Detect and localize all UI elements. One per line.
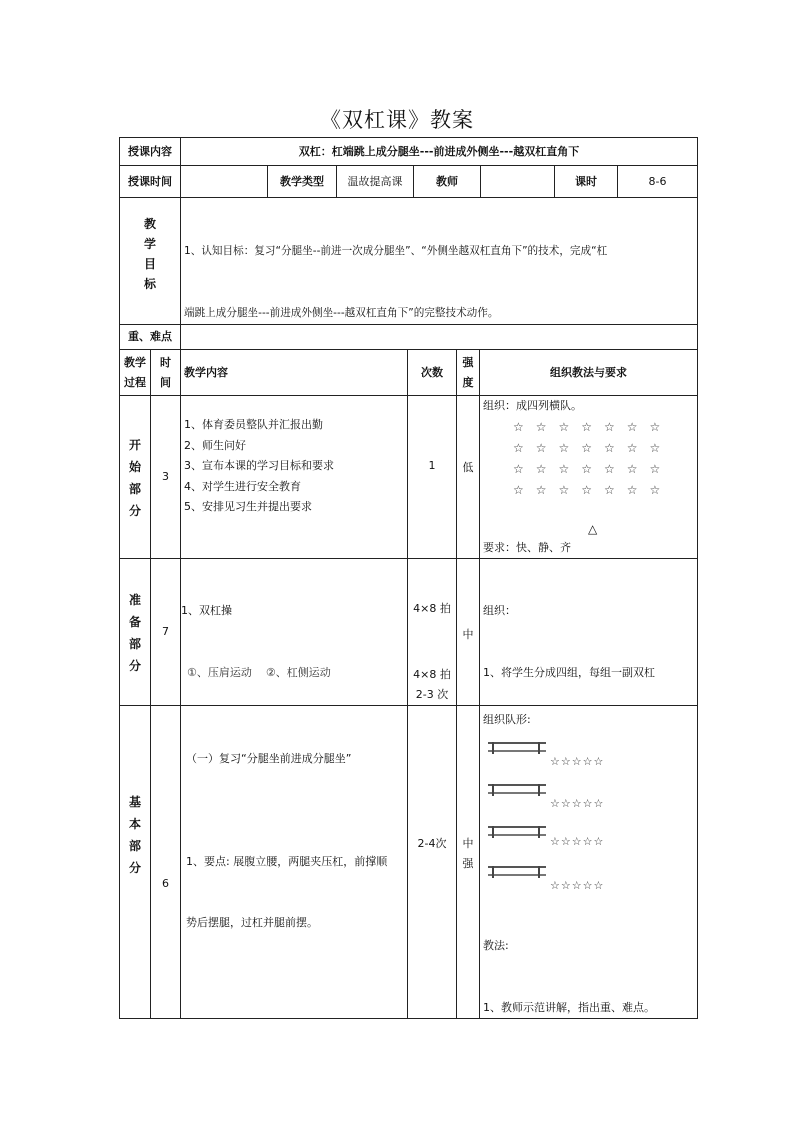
student-row: ☆☆☆☆☆☆☆ (513, 420, 673, 434)
teacher-value (480, 165, 555, 198)
start-content (180, 395, 408, 559)
content-label: 授课内容 (119, 137, 181, 166)
teacher-mark: △ (588, 522, 598, 536)
hours-label: 课时 (554, 165, 618, 198)
col-count: 次数 (407, 349, 457, 396)
list-item: 1、双杠操 (181, 604, 232, 618)
requirement: 要求：快、静、齐 (483, 541, 571, 554)
prep-time: 7 (150, 558, 181, 706)
goal-line: 1、认知目标：复习“分腿坐--前进一次成分腿坐”、“外侧坐越双杠直角下”的技术，完成“杠 (184, 245, 608, 257)
org-title: 组织：成四列横队。 (483, 399, 582, 412)
col-process: 教学 过程 (119, 349, 151, 396)
list-item: 2、师生问好 (184, 438, 246, 452)
list-item: 1、体育委员整队并汇报出勤 (184, 418, 323, 431)
parallel-bars-icon (488, 866, 548, 878)
list-item: 5、安排见习生并提出要求 (184, 500, 312, 513)
start-intensity: 低 (456, 395, 480, 559)
time-value (180, 165, 268, 198)
list-item: ①、压肩运动 ②、杠侧运动 (187, 665, 331, 679)
col-time: 时 间 (150, 349, 181, 396)
hours-value: 8-6 (617, 165, 698, 198)
basic-time: 6 (150, 705, 181, 1019)
prep-count: 4×8 拍 4×8 拍 2-3 次 (407, 558, 457, 706)
prep-content (180, 558, 408, 706)
list-item: 4、对学生进行安全教育 (184, 479, 301, 493)
student-row: ☆☆☆☆☆☆☆ (513, 462, 673, 476)
teacher-label: 教师 (413, 165, 481, 198)
parallel-bars-icon (488, 826, 548, 838)
start-count: 1 (407, 395, 457, 559)
type-label: 教学类型 (267, 165, 337, 198)
student-row: ☆☆☆☆☆☆☆ (513, 483, 673, 497)
key-label: 重、难点 (119, 324, 181, 350)
goal-line: 端跳上成分腿坐---前进成外侧坐---越双杠直角下”的完整技术动作。 (184, 306, 499, 319)
time-label: 授课时间 (119, 165, 181, 198)
page-title: 《双杠课》教案 (320, 108, 474, 132)
goals-text (180, 197, 698, 325)
start-org (479, 395, 698, 559)
group-stars: ☆☆☆☆☆ (550, 755, 605, 768)
content-value: 双杠：杠端跳上成分腿坐---前进成外侧坐---越双杠直角下 (180, 137, 698, 166)
type-value: 温故提高课 (336, 165, 414, 198)
parallel-bars-icon (488, 742, 548, 754)
student-row: ☆☆☆☆☆☆☆ (513, 441, 673, 455)
col-content: 教学内容 (180, 349, 408, 396)
group-stars: ☆☆☆☆☆ (550, 835, 605, 848)
basic-content: （一）复习“分腿坐前进成分腿坐” 1、要点: 展腹立腰，两腿夹压杠，前撑顺 势后摆腿，过杠并腿前摆。 (180, 705, 408, 1019)
basic-org: 组织队形: ☆☆☆☆☆ ☆☆☆☆☆ ☆☆☆☆☆ ☆☆☆☆☆ 教法: 1、教师示范讲解，指出重、难点。 (479, 705, 698, 1019)
basic-label: 基 本 部 分 (119, 705, 151, 1019)
start-time: 3 (150, 395, 181, 559)
list-item: 3、宣布本课的学习目标和要求 (184, 459, 334, 472)
start-label: 开 始 部 分 (119, 395, 151, 559)
basic-intensity: 中 强 (456, 705, 480, 1019)
parallel-bars-icon (488, 784, 548, 796)
col-org: 组织教法与要求 (479, 349, 698, 396)
org-title: 组织队形: (483, 713, 531, 726)
prep-org: 组织： 1、将学生分成四组，每组一副双杠 (479, 558, 698, 706)
group-stars: ☆☆☆☆☆ (550, 797, 605, 810)
goals-label: 教 学 目 标 (119, 197, 181, 325)
prep-label: 准 备 部 分 (119, 558, 151, 706)
col-intensity: 强 度 (456, 349, 480, 396)
key-text (180, 324, 698, 350)
prep-intensity: 中 (456, 558, 480, 706)
basic-count: 2-4次 (407, 705, 457, 1019)
group-stars: ☆☆☆☆☆ (550, 879, 605, 892)
